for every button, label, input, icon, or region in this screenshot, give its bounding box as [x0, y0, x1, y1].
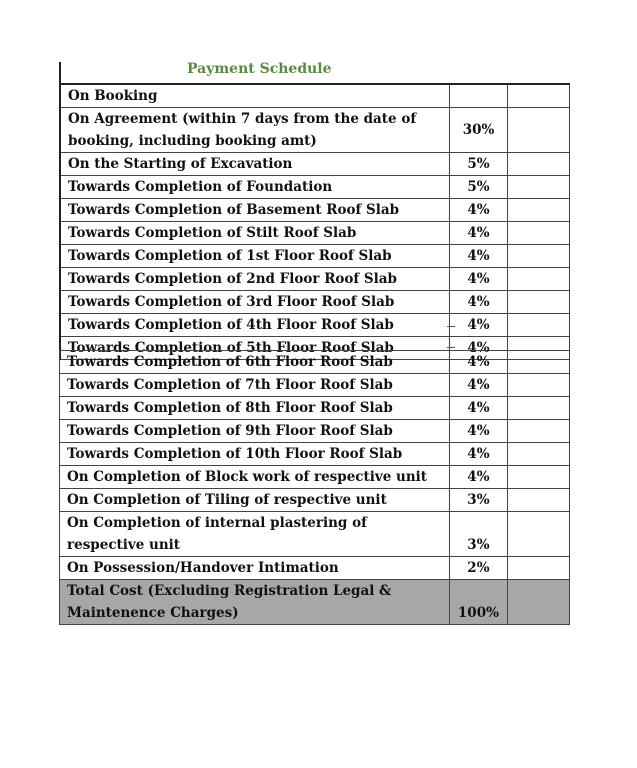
milestone-label: Towards Completion of 8th Floor Roof Slab [60, 397, 450, 420]
table-row [60, 84, 570, 108]
empty-cell [508, 580, 570, 625]
table-row [60, 557, 570, 580]
table-row [60, 420, 570, 443]
percentage-cell: 30% [449, 108, 508, 153]
table-row [60, 374, 570, 397]
table-row [60, 153, 570, 176]
percentage-cell: 3% [449, 489, 508, 512]
milestone-label: Towards Completion of Basement Roof Slab [60, 199, 449, 222]
milestone-label: On Possession/Handover Intimation [60, 557, 450, 580]
empty-cell [508, 153, 570, 176]
percentage-cell: 4% [449, 199, 508, 222]
empty-cell [508, 222, 570, 245]
milestone-label: Towards Completion of 4th Floor Roof Slab [60, 314, 449, 337]
percentage-cell: 4% [449, 466, 508, 489]
milestone-label: Towards Completion of Stilt Roof Slab [60, 222, 449, 245]
milestone-label: Towards Completion of 10th Floor Roof Slab [60, 443, 450, 466]
payment-schedule-table-part2 [59, 350, 570, 625]
empty-cell [508, 420, 570, 443]
table-row [60, 351, 570, 374]
milestone-label: On Completion of Tiling of respective unit [60, 489, 450, 512]
empty-cell [508, 397, 570, 420]
payment-schedule-table-part1 [59, 83, 570, 360]
percentage-cell: 4% [449, 268, 508, 291]
table-row [60, 245, 570, 268]
table-row [60, 199, 570, 222]
milestone-label: On Agreement (within 7 days from the date of booking, including booking amt) [60, 108, 449, 153]
empty-cell [508, 108, 570, 153]
empty-cell [508, 245, 570, 268]
percentage-cell: 4% [449, 314, 508, 337]
table-row [60, 291, 570, 314]
left-border-line [59, 62, 61, 84]
table-row [60, 443, 570, 466]
milestone-label: On Booking [60, 84, 449, 108]
milestone-label: On Completion of Block work of respective unit [60, 466, 450, 489]
percentage-cell: 100% [449, 580, 508, 625]
empty-cell [508, 176, 570, 199]
percentage-cell: 4% [449, 291, 508, 314]
split-mark [447, 326, 455, 327]
empty-cell [508, 314, 570, 337]
milestone-label: Towards Completion of 9th Floor Roof Slab [60, 420, 450, 443]
percentage-cell [449, 84, 508, 108]
percentage-cell: 4% [449, 337, 508, 360]
milestone-label: On the Starting of Excavation [60, 153, 449, 176]
split-mark [447, 347, 455, 348]
percentage-cell: 4% [449, 351, 508, 374]
table-row [60, 489, 570, 512]
percentage-cell: 4% [449, 222, 508, 245]
milestone-label: Total Cost (Excluding Registration Legal & Maintenence Charges) [60, 580, 450, 625]
percentage-cell: 3% [449, 512, 508, 557]
empty-cell [508, 489, 570, 512]
milestone-label: Towards Completion of 2nd Floor Roof Slab [60, 268, 449, 291]
table-row [60, 397, 570, 420]
table-row [60, 314, 570, 337]
percentage-cell: 4% [449, 420, 508, 443]
table-row [60, 466, 570, 489]
empty-cell [508, 512, 570, 557]
empty-cell [508, 351, 570, 374]
table-row [60, 222, 570, 245]
empty-cell [508, 291, 570, 314]
milestone-label: Towards Completion of 5th Floor Roof Slab [60, 337, 449, 360]
milestone-label: On Completion of internal plastering of respective unit [60, 512, 450, 557]
milestone-label: Towards Completion of 1st Floor Roof Slab [60, 245, 449, 268]
empty-cell [508, 199, 570, 222]
table-row [60, 268, 570, 291]
percentage-cell: 4% [449, 443, 508, 466]
milestone-label: Towards Completion of 6th Floor Roof Slab [60, 351, 450, 374]
table-row [60, 108, 570, 153]
table-row [60, 512, 570, 557]
empty-cell [508, 466, 570, 489]
total-row [60, 580, 570, 625]
milestone-label: Towards Completion of 3rd Floor Roof Slab [60, 291, 449, 314]
percentage-cell: 2% [449, 557, 508, 580]
empty-cell [508, 268, 570, 291]
milestone-label: Towards Completion of 7th Floor Roof Slab [60, 374, 450, 397]
page-title: Payment Schedule [187, 61, 332, 77]
percentage-cell: 4% [449, 374, 508, 397]
milestone-label: Towards Completion of Foundation [60, 176, 449, 199]
table-row [60, 176, 570, 199]
empty-cell [508, 443, 570, 466]
percentage-cell: 5% [449, 176, 508, 199]
empty-cell [508, 84, 570, 108]
empty-cell [508, 374, 570, 397]
percentage-cell: 4% [449, 245, 508, 268]
empty-cell [508, 557, 570, 580]
percentage-cell: 5% [449, 153, 508, 176]
percentage-cell: 4% [449, 397, 508, 420]
